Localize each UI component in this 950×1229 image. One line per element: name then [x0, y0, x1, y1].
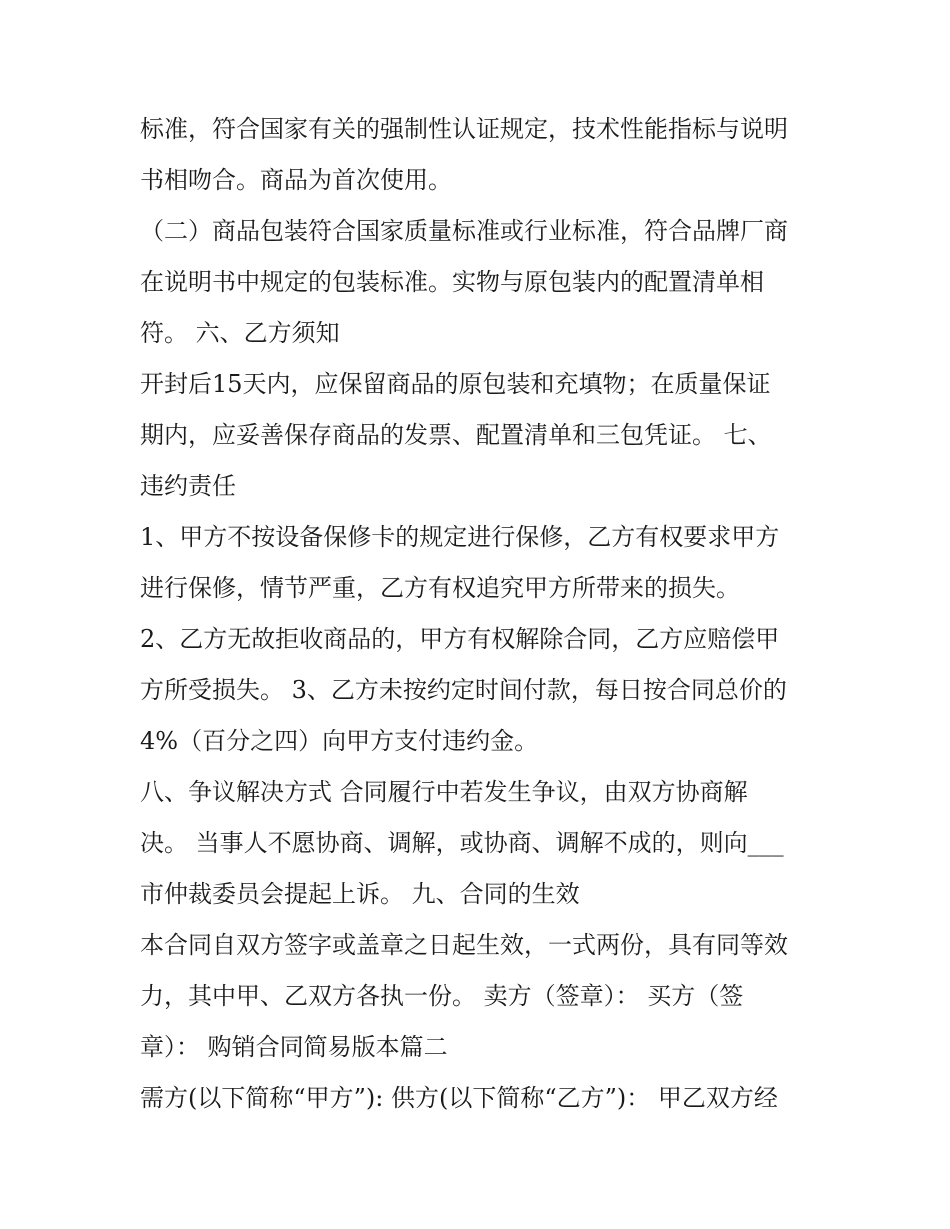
text-line: 方所受损失。 3、乙方未按约定时间付款，每日按合同总价的	[140, 676, 787, 704]
text-line: 书相吻合。商品为首次使用。	[140, 166, 452, 194]
text-line: 开封后15天内，应保留商品的原包装和充填物；在质量保证	[140, 370, 771, 398]
text-line: 4%（百分之四）向甲方支付违约金。	[140, 727, 539, 755]
contract-body-text	[140, 104, 820, 1124]
text-line: 标准，符合国家有关的强制性认证规定，技术性能指标与说明	[140, 115, 788, 143]
text-line: 章）： 购销合同简易版本篇二	[140, 1033, 448, 1061]
text-line: 力，其中甲、乙双方各执一份。 卖方（签章）： 买方（签	[140, 982, 744, 1010]
text-line: 在说明书中规定的包装标准。实物与原包装内的配置清单相	[140, 268, 764, 296]
text-line: 1、甲方不按设备保修卡的规定进行保修，乙方有权要求甲方	[140, 523, 780, 551]
text-line: 进行保修，情节严重，乙方有权追究甲方所带来的损失。	[140, 574, 740, 602]
text-line: 本合同自双方签字或盖章之日起生效，一式两份，具有同等效	[140, 931, 788, 959]
text-line: （二）商品包装符合国家质量标准或行业标准，符合品牌厂商	[140, 217, 788, 245]
text-line: 需方(以下简称“甲方”): 供方(以下简称“乙方”)： 甲乙双方经	[140, 1084, 778, 1112]
text-line: 八、争议解决方式 合同履行中若发生争议，由双方协商解	[140, 778, 748, 806]
text-line: 符。 六、乙方须知	[140, 319, 340, 347]
text-line: 2、乙方无故拒收商品的，甲方有权解除合同，乙方应赔偿甲	[140, 625, 780, 653]
text-line: 期内，应妥善保存商品的发票、配置清单和三包凭证。 七、	[140, 421, 772, 449]
text-line: 决。 当事人不愿协商、调解，或协商、调解不成的，则向___	[140, 829, 784, 857]
text-line: 市仲裁委员会提起上诉。 九、合同的生效	[140, 880, 580, 908]
text-line: 违约责任	[140, 472, 236, 500]
